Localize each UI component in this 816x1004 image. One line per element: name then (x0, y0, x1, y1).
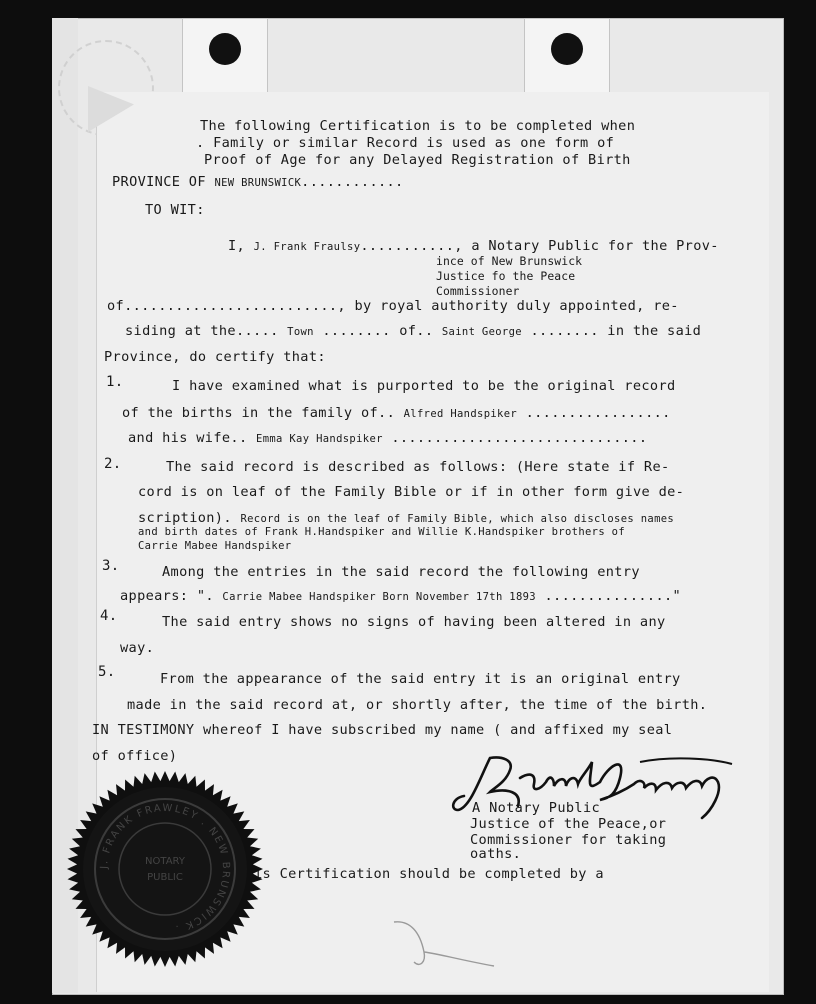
item-5-line-2: made in the said record at, or shortly after, the time of the birth. (127, 697, 708, 713)
heading-line-3: Proof of Age for any Delayed Registration of Birth (204, 152, 631, 168)
item-2-number: 2. (104, 456, 122, 472)
province-line: PROVINCE OF NEW BRUNSWICK............ (112, 174, 404, 190)
item-3-line-2: appears: ". Carrie Mabee Handspiker Born November 17th 1893 ..............." (120, 588, 682, 604)
family-value: Alfred Handspiker (403, 408, 518, 420)
item-4-number: 4. (100, 608, 118, 624)
item-2-line-3: scription). Record is on the leaf of Family Bible, which also discloses names (138, 510, 675, 526)
svg-text:NOTARY: NOTARY (145, 856, 185, 867)
residing-value: Town (287, 326, 314, 338)
item-2-text: The said record is described as follows: (Here state if Re- (166, 459, 670, 475)
svg-text:J. FRANK FRAWLEY . NEW BRUNSWI: J. FRANK FRAWLEY . NEW BRUNSWICK . (98, 802, 232, 935)
notary-line-2: ince of New Brunswick (436, 254, 583, 268)
record-description-3: Carrie Mabee Handspiker (138, 540, 292, 552)
item-1-text: I have examined what is purported to be the original record (172, 378, 676, 394)
item-5-text: From the appearance of the said entry it is an original entry (160, 671, 681, 687)
notary-line: I, J. Frank Fraulsy..........., a Notary Public for the Prov- (228, 238, 719, 254)
appointed-line: of........................., by royal authority duly appointed, re- (107, 298, 679, 314)
notary-line-3: Justice fo the Peace (436, 269, 576, 283)
item-3-number: 3. (102, 558, 120, 574)
punch-hole (551, 33, 583, 65)
province-value: NEW BRUNSWICK (214, 177, 302, 189)
item-2-line-2: cord is on leaf of the Family Bible or if in other form give de- (138, 484, 685, 500)
certify-line: Province, do certify that: (104, 349, 326, 365)
record-description-1: Record is on the leaf of Family Bible, which also discloses names (240, 513, 675, 525)
item-5-number: 5. (98, 664, 116, 680)
record-description-2: and birth dates of Frank H.Handspiker and Willie K.Handspiker brothers of (138, 526, 626, 538)
item-1-line-2: of the births in the family of.. Alfred Handspiker ................. (122, 405, 671, 421)
item-4-line-2: way. (120, 640, 155, 656)
pencil-mark (390, 912, 500, 972)
entry-value: Carrie Mabee Handspiker Born November 17th 1893 (222, 591, 536, 603)
notary-seal (66, 770, 264, 968)
wife-line: and his wife.. Emma Kay Handspiker .............................. (128, 430, 648, 446)
notary-line-4: Commissioner (436, 284, 520, 298)
notary-name: J. Frank Fraulsy (253, 241, 361, 253)
heading-line-1: The following Certification is to be completed when (200, 118, 636, 134)
testimony-line: IN TESTIMONY whereof I have subscribed my name ( and affixed my seal (92, 722, 673, 738)
testimony-line-2: of office) (92, 748, 178, 764)
to-wit: TO WIT: (145, 202, 205, 218)
punch-hole (209, 33, 241, 65)
svg-text:PUBLIC: PUBLIC (147, 872, 183, 883)
title-line-4: oaths. (470, 846, 522, 862)
title-line-1: A Notary Public (472, 800, 601, 816)
heading-line-2: . Family or similar Record is used as one form of (196, 135, 615, 151)
title-line-2: Justice of the Peace,or (470, 816, 667, 832)
wife-value: Emma Kay Handspiker (256, 433, 383, 445)
title-line-3: Commissioner for taking (470, 832, 667, 848)
residing-line: siding at the..... Town ........ of.. Saint George ........ in the said (125, 323, 702, 339)
item-4-text: The said entry shows no signs of having been altered in any (162, 614, 666, 630)
footer-partial-text: is Certification should be completed by a (254, 866, 604, 882)
item-3-text: Among the entries in the said record the following entry (162, 564, 640, 580)
item-1-number: 1. (106, 374, 124, 390)
place-value: Saint George (441, 326, 522, 338)
